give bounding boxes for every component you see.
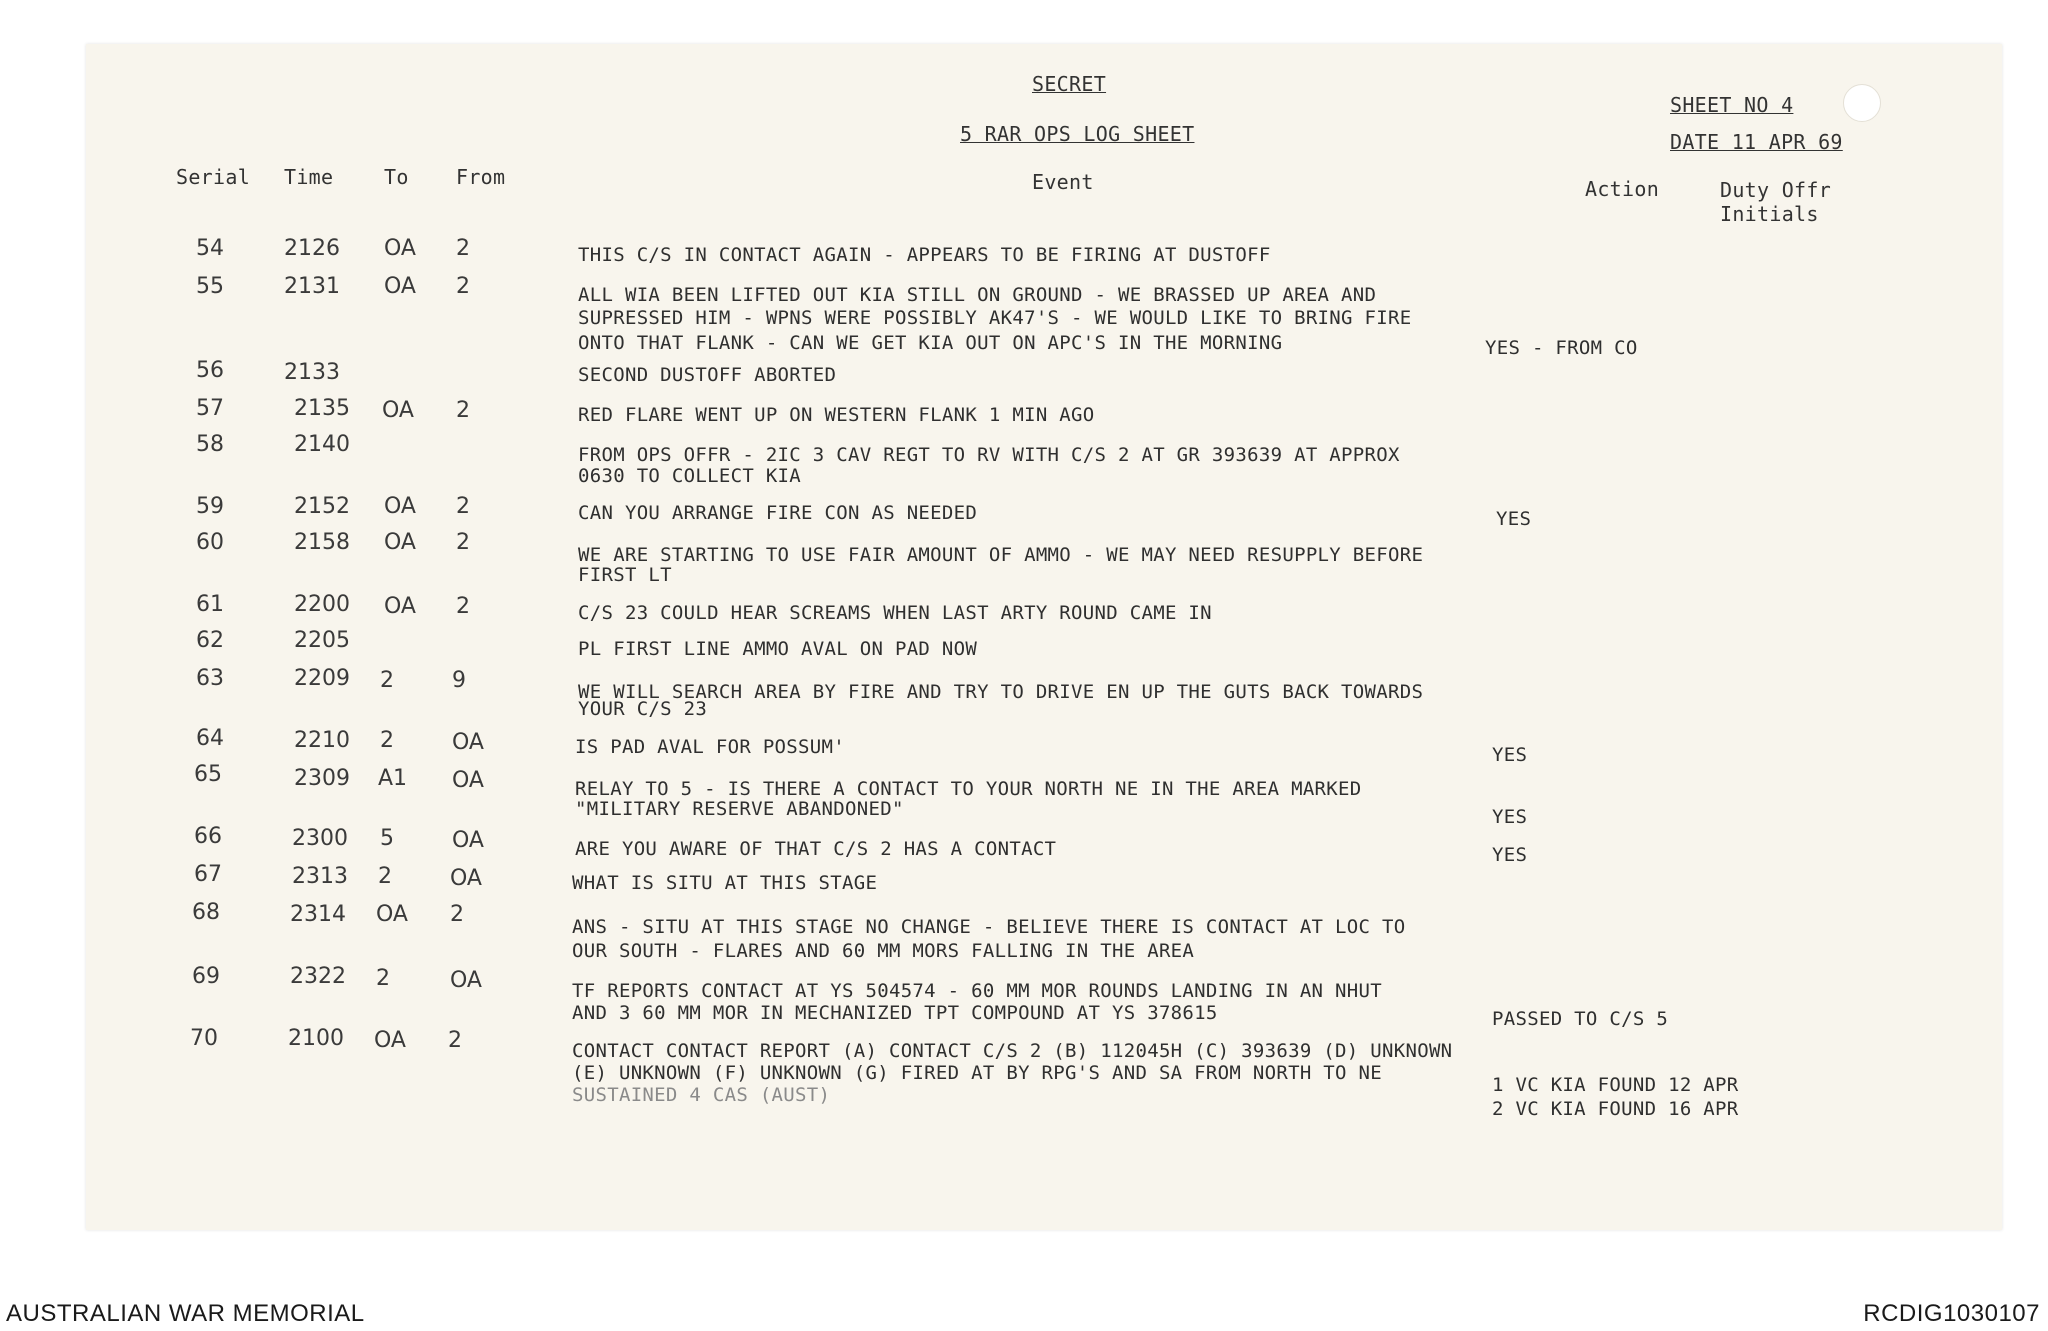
row-action: YES - FROM CO [1485, 337, 1638, 359]
col-header-from: From [456, 165, 506, 189]
row-event-line: ARE YOU AWARE OF THAT C/S 2 HAS A CONTACT [575, 838, 1057, 860]
row-event-line: AND 3 60 MM MOR IN MECHANIZED TPT COMPOUND AT YS 378615 [572, 1002, 1218, 1024]
row-to: OA [374, 1028, 406, 1053]
row-from: OA [452, 828, 484, 853]
row-action: 2 VC KIA FOUND 16 APR [1492, 1098, 1739, 1120]
row-event-line: FROM OPS OFFR - 2IC 3 CAV REGT TO RV WITH C/S 2 AT GR 393639 AT APPROX [578, 444, 1400, 466]
row-from: OA [452, 730, 484, 755]
row-from: 2 [450, 902, 464, 927]
row-from: 2 [456, 236, 470, 261]
row-time: 2131 [284, 274, 340, 299]
row-action: PASSED TO C/S 5 [1492, 1008, 1669, 1030]
row-event-line: WE WILL SEARCH AREA BY FIRE AND TRY TO DRIVE EN UP THE GUTS BACK TOWARDS [578, 681, 1424, 703]
row-time: 2322 [290, 964, 346, 989]
row-event-line: OUR SOUTH - FLARES AND 60 MM MORS FALLING IN THE AREA [572, 940, 1195, 962]
row-event-line: SUSTAINED 4 CAS (AUST) [572, 1084, 831, 1106]
row-event-line: IS PAD AVAL FOR POSSUM' [575, 736, 845, 758]
row-serial: 69 [192, 964, 220, 989]
col-header-duty-offr: Duty Offr [1720, 178, 1832, 202]
row-time: 2314 [290, 902, 346, 927]
row-from: 2 [456, 494, 470, 519]
row-event-line: THIS C/S IN CONTACT AGAIN - APPEARS TO BE FIRING AT DUSTOFF [578, 244, 1271, 266]
row-serial: 66 [194, 824, 222, 849]
row-to: 2 [380, 668, 394, 693]
row-serial: 67 [194, 862, 222, 887]
row-from: 2 [456, 594, 470, 619]
row-to: 5 [380, 826, 394, 851]
row-time: 2140 [294, 432, 350, 457]
row-serial: 64 [196, 726, 224, 751]
row-event-line: PL FIRST LINE AMMO AVAL ON PAD NOW [578, 638, 978, 660]
row-from: OA [452, 768, 484, 793]
row-event-line: SECOND DUSTOFF ABORTED [578, 364, 837, 386]
row-serial: 57 [196, 396, 224, 421]
row-event-line: SUPRESSED HIM - WPNS WERE POSSIBLY AK47'S - WE WOULD LIKE TO BRING FIRE [578, 307, 1412, 329]
row-from: OA [450, 866, 482, 891]
row-from: 9 [452, 668, 466, 693]
row-from: 2 [456, 530, 470, 555]
row-event-line: "MILITARY RESERVE ABANDONED" [575, 798, 904, 820]
document-title: 5 RAR OPS LOG SHEET [960, 122, 1195, 146]
col-header-to: To [384, 165, 409, 189]
row-time: 2200 [294, 592, 350, 617]
row-event-line: CAN YOU ARRANGE FIRE CON AS NEEDED [578, 502, 978, 524]
row-time: 2210 [294, 728, 350, 753]
row-event-line: CONTACT CONTACT REPORT (A) CONTACT C/S 2 (B) 112045H (C) 393639 (D) UNKNOWN [572, 1040, 1453, 1062]
row-serial: 55 [196, 274, 224, 299]
row-time: 2152 [294, 494, 350, 519]
row-from: 2 [456, 274, 470, 299]
row-to: OA [382, 398, 414, 423]
row-event-line: ANS - SITU AT THIS STAGE NO CHANGE - BELIEVE THERE IS CONTACT AT LOC TO [572, 916, 1406, 938]
row-action: YES [1492, 806, 1528, 828]
row-event-line: C/S 23 COULD HEAR SCREAMS WHEN LAST ARTY ROUND CAME IN [578, 602, 1212, 624]
row-event-line: FIRST LT [578, 564, 672, 586]
row-action: YES [1492, 844, 1528, 866]
row-from: 2 [448, 1028, 462, 1053]
footer-catalogue-id: RCDIG1030107 [1863, 1300, 2040, 1327]
row-to: 2 [376, 966, 390, 991]
row-serial: 56 [196, 358, 224, 383]
row-time: 2126 [284, 236, 340, 261]
col-header-time: Time [284, 165, 334, 189]
row-to: OA [384, 594, 416, 619]
row-serial: 63 [196, 666, 224, 691]
row-to: OA [384, 236, 416, 261]
row-event-line: WHAT IS SITU AT THIS STAGE [572, 872, 878, 894]
row-to: 2 [380, 728, 394, 753]
row-event-line: RED FLARE WENT UP ON WESTERN FLANK 1 MIN AGO [578, 404, 1095, 426]
row-action: 1 VC KIA FOUND 12 APR [1492, 1074, 1739, 1096]
row-serial: 70 [190, 1026, 218, 1051]
sheet-date: DATE 11 APR 69 [1670, 130, 1843, 154]
row-time: 2133 [284, 360, 340, 385]
row-serial: 59 [196, 494, 224, 519]
col-header-action: Action [1585, 177, 1660, 201]
row-time: 2209 [294, 666, 350, 691]
col-header-serial: Serial [176, 165, 251, 189]
row-from: OA [450, 968, 482, 993]
row-event-line: WE ARE STARTING TO USE FAIR AMOUNT OF AMMO - WE MAY NEED RESUPPLY BEFORE [578, 544, 1424, 566]
row-serial: 68 [192, 900, 220, 925]
row-event-line: (E) UNKNOWN (F) UNKNOWN (G) FIRED AT BY RPG'S AND SA FROM NORTH TO NE [572, 1062, 1382, 1084]
row-serial: 62 [196, 628, 224, 653]
col-header-event: Event [1032, 170, 1094, 194]
row-from: 2 [456, 398, 470, 423]
row-time: 2205 [294, 628, 350, 653]
row-to: A1 [378, 766, 408, 791]
row-serial: 54 [196, 236, 224, 261]
row-action: YES [1492, 744, 1528, 766]
row-to: OA [384, 530, 416, 555]
row-to: OA [384, 274, 416, 299]
row-serial: 61 [196, 592, 224, 617]
sheet-number: SHEET NO 4 [1670, 93, 1794, 117]
row-event-line: RELAY TO 5 - IS THERE A CONTACT TO YOUR NORTH NE IN THE AREA MARKED [575, 778, 1362, 800]
row-event-line: 0630 TO COLLECT KIA [578, 465, 802, 487]
row-to: OA [384, 494, 416, 519]
footer-institution: AUSTRALIAN WAR MEMORIAL [6, 1300, 365, 1327]
row-event-line: ALL WIA BEEN LIFTED OUT KIA STILL ON GROUND - WE BRASSED UP AREA AND [578, 284, 1377, 306]
row-to: 2 [378, 864, 392, 889]
row-serial: 58 [196, 432, 224, 457]
classification-label: SECRET [1032, 72, 1107, 96]
row-time: 2135 [294, 396, 350, 421]
col-header-initials: Initials [1720, 202, 1819, 226]
row-time: 2158 [294, 530, 350, 555]
row-event-line: YOUR C/S 23 [578, 698, 708, 720]
row-time: 2313 [292, 864, 348, 889]
row-time: 2309 [294, 766, 350, 791]
row-action: YES [1496, 508, 1532, 530]
row-serial: 65 [194, 762, 222, 787]
punch-hole [1843, 84, 1881, 122]
row-serial: 60 [196, 530, 224, 555]
row-time: 2100 [288, 1026, 344, 1051]
row-to: OA [376, 902, 408, 927]
row-time: 2300 [292, 826, 348, 851]
row-event-line: TF REPORTS CONTACT AT YS 504574 - 60 MM MOR ROUNDS LANDING IN AN NHUT [572, 980, 1382, 1002]
row-event-line: ONTO THAT FLANK - CAN WE GET KIA OUT ON APC'S IN THE MORNING [578, 332, 1283, 354]
